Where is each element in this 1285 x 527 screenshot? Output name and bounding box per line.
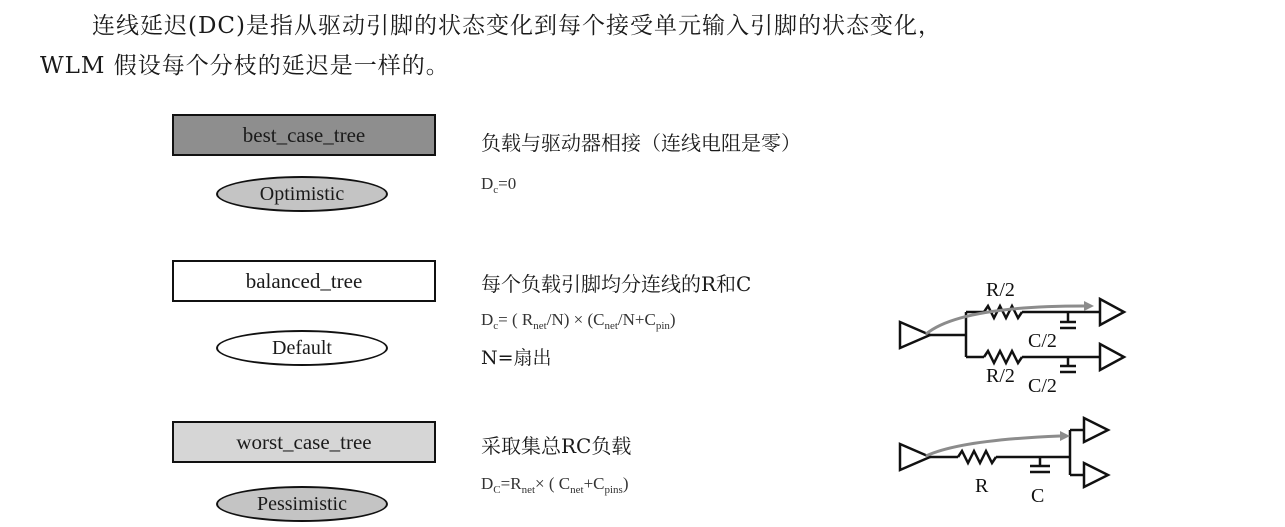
balanced-formula: $D_c=$ ( $R_{net}/N) \times (C_{net}/N+C_{pin})$ — [481, 310, 676, 332]
label-c-half-top: C/2 — [1028, 330, 1057, 352]
optimistic-ellipse: Optimistic — [216, 176, 388, 212]
balanced-tree-box: balanced_tree — [172, 260, 436, 302]
driver-buffer-icon — [900, 444, 930, 470]
best-case-formula: $D_c=0$ — [481, 174, 517, 196]
pessimistic-ellipse: Pessimistic — [216, 486, 388, 522]
worst-case-formula: $D_C=R_{net}\times$ ( $C_{net}+C_{pins}$) — [481, 474, 629, 496]
best-case-tree-box: best_case_tree — [172, 114, 436, 156]
label-r: R — [975, 475, 989, 497]
default-ellipse: Default — [216, 330, 388, 366]
label-c: C — [1031, 485, 1045, 507]
intro-line-2: WLM 假设每个分枝的延迟是一样的。 — [40, 53, 450, 79]
intro-line-1: 连线延迟(DC)是指从驱动引脚的状态变化到每个接受单元输入引脚的状态变化， — [92, 13, 942, 39]
label-r-half-top: R/2 — [986, 279, 1015, 301]
receiver-buffer-bottom-icon — [1084, 463, 1108, 487]
fanout-note: N=扇出 — [481, 347, 552, 369]
label-r-half-bottom: R/2 — [986, 365, 1015, 387]
signal-arrow-icon — [926, 436, 1060, 456]
best-case-description: 负载与驱动器相接（连线电阻是零） — [481, 131, 801, 155]
worst-case-description: 采取集总RC负载 — [481, 434, 632, 458]
resistor-icon — [958, 451, 996, 463]
worst-case-tree-box: worst_case_tree — [172, 421, 436, 463]
label-c-half-bottom: C/2 — [1028, 375, 1057, 397]
receiver-buffer-top-icon — [1084, 418, 1108, 442]
balanced-description: 每个负载引脚均分连线的R和C — [481, 272, 752, 296]
